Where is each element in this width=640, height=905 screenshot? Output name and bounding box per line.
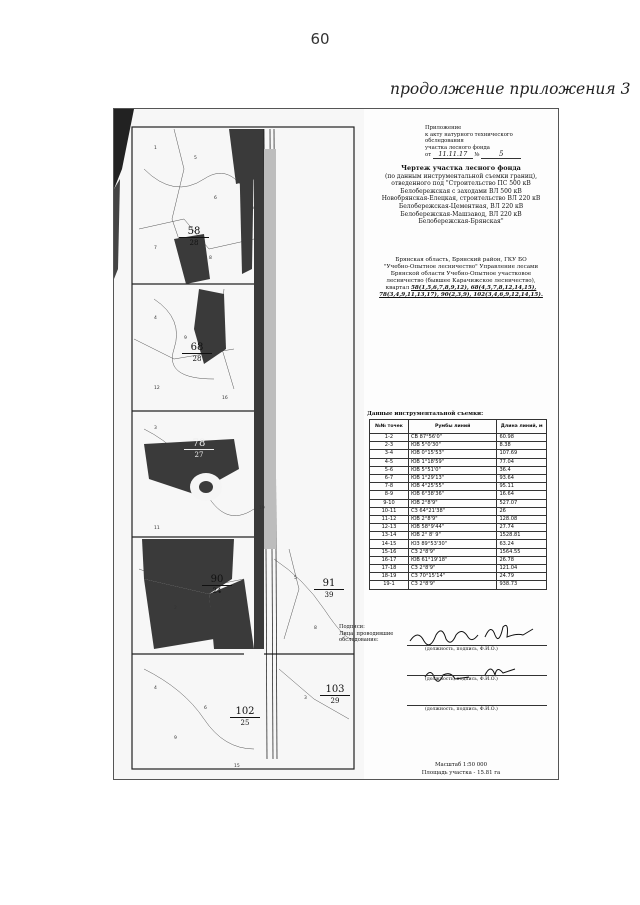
cell-points: 11-12 <box>370 515 409 523</box>
quarter-78-label <box>184 439 214 460</box>
drawing-title-line: отведенного под "Строительство ПС 500 кВ <box>391 180 531 188</box>
cell-points: 16-17 <box>370 556 409 564</box>
drawing-title-line: Белобережская с заходами ВЛ 500 кВ <box>400 187 522 195</box>
cell-bearing: СЗ 2°8'9" <box>408 565 497 573</box>
cell-bearing: ЮВ 0°15'53" <box>408 450 497 458</box>
table-row <box>370 532 547 540</box>
drawing-title <box>367 165 555 226</box>
quarter-68-number: 68 <box>182 343 212 354</box>
table-row <box>370 581 547 589</box>
quarter-103-number: 103 <box>320 685 350 696</box>
drawing-title-line: Белобережская-Брянская" <box>418 218 504 226</box>
appendix-line: к акту натурного технического обследования <box>425 131 513 145</box>
cell-bearing: СЗ 2°8'9" <box>408 581 497 589</box>
number-prefix: № <box>474 152 480 159</box>
page-number: 60 <box>310 30 330 48</box>
cell-length: 1528.81 <box>497 532 547 540</box>
table-row <box>370 458 547 466</box>
cell-points: 9-10 <box>370 499 409 507</box>
cell-length: 93.64 <box>497 474 547 482</box>
quarter-78-area: 27 <box>194 451 204 459</box>
cell-length: 527.07 <box>497 499 547 507</box>
quarter-91-number: 91 <box>314 579 344 590</box>
quarter-90-label <box>202 575 232 596</box>
svg-text:1: 1 <box>154 146 157 151</box>
table-row <box>370 548 547 556</box>
cell-bearing: ЮВ 1°29'13" <box>408 474 497 482</box>
svg-text:6: 6 <box>204 706 207 711</box>
svg-text:15: 15 <box>234 764 240 769</box>
svg-text:12: 12 <box>154 386 160 391</box>
cell-points: 5-6 <box>370 466 409 474</box>
cell-bearing: ЮВ 2°8'9" <box>408 499 497 507</box>
svg-text:3: 3 <box>154 426 157 431</box>
cell-bearing: СЗ 70°15'14" <box>408 573 497 581</box>
cell-points: 1-2 <box>370 434 409 442</box>
quarters-list: 58(1,5,6,7,8,9,12), 68(4,5,7,8,12,14,15), <box>410 285 537 292</box>
cell-length: 107.69 <box>497 450 547 458</box>
quarter-90-number: 90 <box>202 575 232 586</box>
cell-points: 8-9 <box>370 491 409 499</box>
cell-length: 36.4 <box>497 466 547 474</box>
address-prefix: квартал <box>385 285 410 292</box>
cell-length: 95.11 <box>497 483 547 491</box>
cell-length: 938.73 <box>497 581 547 589</box>
cell-bearing: ЮВ 5°0'30" <box>408 442 497 450</box>
svg-text:7: 7 <box>154 246 157 251</box>
continuation-heading: продолжение приложения 3 <box>390 80 631 98</box>
cell-length: 8.38 <box>497 442 547 450</box>
cell-length: 26 <box>497 507 547 515</box>
legend-column <box>339 109 555 779</box>
appendix-line: Приложение <box>425 125 462 131</box>
cell-bearing: ЮВ 4°25'55" <box>408 483 497 491</box>
svg-text:4: 4 <box>154 316 157 321</box>
appendix-number: 5 <box>481 151 521 159</box>
table-row <box>370 434 547 442</box>
quarter-58-area: 28 <box>189 239 199 247</box>
cell-bearing: ЮВ 2°8'9" <box>408 515 497 523</box>
quarter-68-area: 28 <box>192 355 202 363</box>
table-row <box>370 466 547 474</box>
signatures-label: Подписи: <box>339 624 365 630</box>
cell-points: 14-15 <box>370 540 409 548</box>
svg-text:9: 9 <box>184 336 187 341</box>
cell-points: 18-19 <box>370 573 409 581</box>
svg-text:4: 4 <box>154 686 157 691</box>
svg-text:8: 8 <box>314 626 317 631</box>
location-address <box>367 257 555 300</box>
signatures-label: Лица, проводившие <box>339 630 394 637</box>
cell-points: 4-5 <box>370 458 409 466</box>
cell-points: 2-3 <box>370 442 409 450</box>
quarter-103-label <box>320 685 350 706</box>
area-text: Площадь участка - 15.81 га <box>421 770 501 776</box>
cell-length: 27.74 <box>497 524 547 532</box>
cell-length: 16.64 <box>497 491 547 499</box>
cell-points: 3-4 <box>370 450 409 458</box>
survey-table <box>369 419 547 590</box>
quarters-list: 78(3,4,9,11,13,17), 90(2,3,9), 102(3,4,6,9,12,14,15). <box>379 292 543 299</box>
address-line: Брянская область, Брянский район, ГКУ БО <box>395 257 527 263</box>
scale-block <box>367 761 555 777</box>
drawing-title-main: Чертеж участка лесного фонда <box>401 164 521 172</box>
table-row <box>370 491 547 499</box>
table-row <box>370 499 547 507</box>
svg-text:8: 8 <box>209 256 212 261</box>
quarter-91-area: 39 <box>324 591 334 599</box>
drawing-title-line: Новобрянская-Елецкая, строительство ВЛ 220 кВ <box>381 195 541 203</box>
cell-bearing: ЮЗ 89°53'30" <box>408 540 497 548</box>
table-row <box>370 474 547 482</box>
cell-length: 26.78 <box>497 556 547 564</box>
table-row <box>370 524 547 532</box>
quarter-68-label <box>182 343 212 364</box>
forest-map <box>114 109 364 779</box>
signature-line <box>407 675 547 676</box>
svg-text:5: 5 <box>294 576 297 581</box>
col-header-length: Длина линий, м <box>497 420 547 434</box>
cell-points: 13-14 <box>370 532 409 540</box>
col-header-points: №№ точек <box>370 420 409 434</box>
drawing-title-line: Белобережская-Машзавод, ВЛ 220 кВ <box>400 210 522 218</box>
svg-text:5: 5 <box>194 156 197 161</box>
table-row <box>370 442 547 450</box>
table-row <box>370 450 547 458</box>
svg-text:3: 3 <box>304 696 307 701</box>
signature-caption: (должность, подпись, Ф.И.О.) <box>425 707 498 712</box>
signature-line <box>407 705 547 706</box>
quarter-91-label <box>314 579 344 600</box>
table-row <box>370 483 547 491</box>
cell-bearing: ЮВ 5°51'0" <box>408 466 497 474</box>
quarter-103-area: 29 <box>330 697 340 705</box>
cell-bearing: ЮВ 58°9'44" <box>408 524 497 532</box>
cell-points: 19-1 <box>370 581 409 589</box>
cell-length: 128.08 <box>497 515 547 523</box>
cell-bearing: ЮВ 6°38'36" <box>408 491 497 499</box>
appendix-line: участка лесного фонда <box>425 144 490 151</box>
cell-length: 60.98 <box>497 434 547 442</box>
signature-caption: (должность, подпись, Ф.И.О.) <box>425 647 498 652</box>
quarter-102-area: 25 <box>240 719 250 727</box>
drawing-title-line: (по данным инструментальной съемки границ), <box>385 172 537 180</box>
cell-bearing: СЗ 2°8'9" <box>408 548 497 556</box>
signature-caption: (должность, подпись, Ф.И.О.) <box>425 677 498 682</box>
table-row <box>370 540 547 548</box>
cell-length: 77.04 <box>497 458 547 466</box>
col-header-bearing: Румбы линий <box>408 420 497 434</box>
appendix-date: 11.11.17 <box>433 151 473 159</box>
svg-text:6: 6 <box>214 196 217 201</box>
cell-points: 6-7 <box>370 474 409 482</box>
quarter-102-label <box>230 707 260 728</box>
cell-points: 12-13 <box>370 524 409 532</box>
table-row <box>370 515 547 523</box>
table-row <box>370 573 547 581</box>
table-header-row <box>370 420 547 434</box>
quarter-58-number: 58 <box>179 227 209 238</box>
cell-points: 15-16 <box>370 548 409 556</box>
cell-bearing: ЮВ 1°18'59" <box>408 458 497 466</box>
cell-length: 63.24 <box>497 540 547 548</box>
cell-points: 17-18 <box>370 565 409 573</box>
cell-length: 1564.55 <box>497 548 547 556</box>
cell-bearing: ЮВ 2° 8' 9" <box>408 532 497 540</box>
quarter-58-label <box>179 227 209 248</box>
appendix-date-line <box>425 151 553 159</box>
quarter-102-number: 102 <box>230 707 260 718</box>
svg-text:2: 2 <box>174 606 177 611</box>
cell-bearing: ЮВ 61°19'18" <box>408 556 497 564</box>
address-line: Брянской области Учебно-Опытное участковое <box>390 271 532 278</box>
cell-length: 24.79 <box>497 573 547 581</box>
appendix-block <box>425 125 553 159</box>
drawing-title-line: Белобережская-Цементная, ВЛ 220 кВ <box>398 202 524 210</box>
cell-length: 121.04 <box>497 565 547 573</box>
quarter-90-area: 24 <box>212 587 222 595</box>
cell-points: 7-8 <box>370 483 409 491</box>
scale-text: Масштаб 1:50 000 <box>434 762 488 768</box>
signature-line <box>407 645 547 646</box>
scanned-sheet <box>113 108 559 780</box>
cell-points: 10-11 <box>370 507 409 515</box>
signature-scribbles <box>405 619 555 729</box>
svg-text:19: 19 <box>259 506 265 511</box>
table-row <box>370 507 547 515</box>
cell-bearing: СВ 87°56'0" <box>408 434 497 442</box>
address-line: лесничество (бывшее Карачижское лесничество), <box>386 278 536 285</box>
table-row <box>370 565 547 573</box>
date-prefix: от <box>425 152 432 159</box>
table-caption: Данные инструментальной съемки: <box>367 411 484 417</box>
svg-text:16: 16 <box>222 396 228 401</box>
table-row <box>370 556 547 564</box>
svg-text:11: 11 <box>154 526 160 531</box>
cell-bearing: СЗ 64°21'38" <box>408 507 497 515</box>
signatures-label: обследование: <box>339 637 379 643</box>
quarter-78-number: 78 <box>184 439 214 450</box>
address-line: "Учебно-Опытное лесничество" Управление лесами <box>383 264 539 271</box>
svg-text:9: 9 <box>174 736 177 741</box>
